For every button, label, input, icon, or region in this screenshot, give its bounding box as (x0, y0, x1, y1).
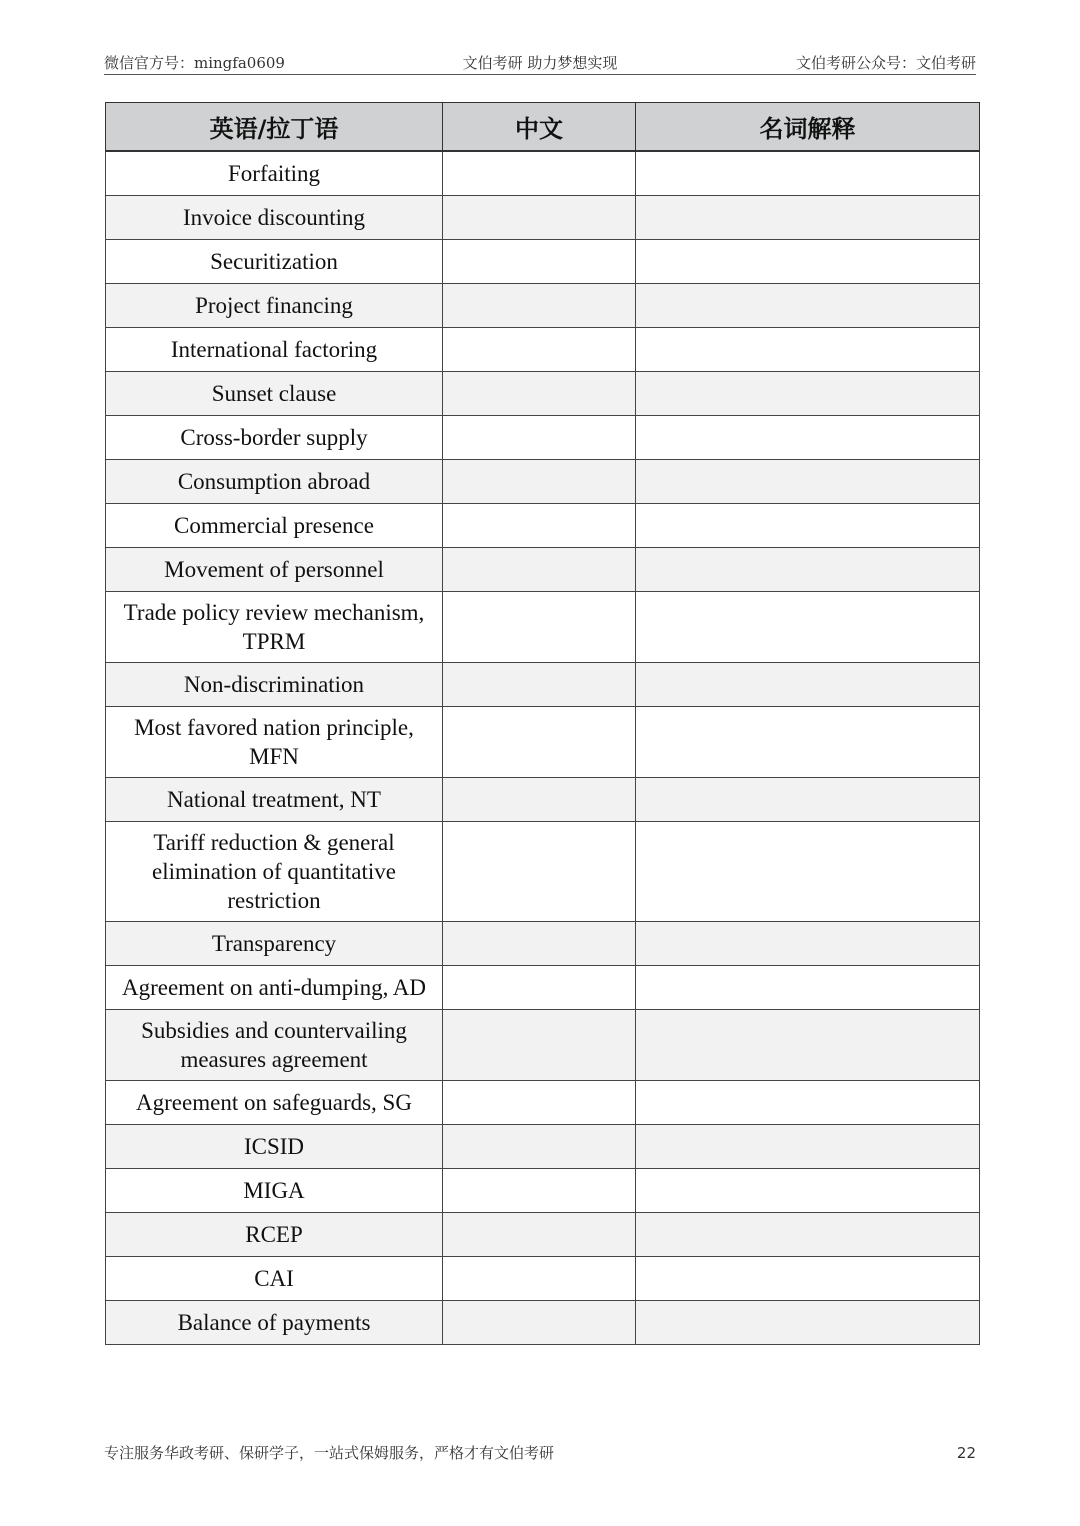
chinese-cell (443, 151, 636, 196)
definition-cell (636, 284, 980, 328)
term-cell: Balance of payments (106, 1301, 443, 1345)
term-cell: MIGA (106, 1169, 443, 1213)
table-row (106, 1010, 980, 1081)
term-cell: Movement of personnel (106, 548, 443, 592)
definition-cell (636, 966, 980, 1010)
table-row (106, 460, 980, 504)
definition-cell (636, 663, 980, 707)
definition-cell (636, 707, 980, 778)
table-row (106, 1257, 980, 1301)
table-row (106, 822, 980, 922)
chinese-cell (443, 1169, 636, 1213)
definition-cell (636, 328, 980, 372)
chinese-cell (443, 372, 636, 416)
chinese-cell (443, 1081, 636, 1125)
table-row (106, 1081, 980, 1125)
table-row (106, 707, 980, 778)
term-cell: Most favored nation principle, MFN (106, 707, 443, 778)
table-row (106, 663, 980, 707)
table-row (106, 151, 980, 196)
term-cell: Transparency (106, 922, 443, 966)
term-cell: Agreement on safeguards, SG (106, 1081, 443, 1125)
term-cell: Commercial presence (106, 504, 443, 548)
definition-cell (636, 592, 980, 663)
glossary-body (106, 151, 980, 1345)
definition-cell (636, 372, 980, 416)
table-row (106, 504, 980, 548)
chinese-cell (443, 240, 636, 284)
chinese-cell (443, 1125, 636, 1169)
chinese-cell (443, 196, 636, 240)
definition-cell (636, 1213, 980, 1257)
table-row (106, 1169, 980, 1213)
definition-cell (636, 151, 980, 196)
header-wechat-id: 微信官方号：mingfa0609 (104, 54, 285, 72)
term-cell: Subsidies and countervailing measures agreement (106, 1010, 443, 1081)
table-row (106, 1301, 980, 1345)
table-row (106, 240, 980, 284)
table-row (106, 966, 980, 1010)
table-row (106, 592, 980, 663)
table-row (106, 284, 980, 328)
term-cell: Sunset clause (106, 372, 443, 416)
term-cell: Agreement on anti-dumping, AD (106, 966, 443, 1010)
term-cell: ICSID (106, 1125, 443, 1169)
table-row (106, 922, 980, 966)
term-cell: Project financing (106, 284, 443, 328)
definition-cell (636, 548, 980, 592)
column-header-term: 英语/拉丁语 (106, 103, 443, 152)
term-cell: Cross-border supply (106, 416, 443, 460)
chinese-cell (443, 504, 636, 548)
definition-cell (636, 240, 980, 284)
definition-cell (636, 1257, 980, 1301)
header-slogan: 文伯考研 助力梦想实现 (462, 54, 618, 72)
term-cell: Securitization (106, 240, 443, 284)
term-cell: Non-discrimination (106, 663, 443, 707)
definition-cell (636, 416, 980, 460)
term-cell: International factoring (106, 328, 443, 372)
table-row (106, 372, 980, 416)
column-header-definition: 名词解释 (636, 103, 980, 152)
page-number: 22 (956, 1444, 976, 1462)
chinese-cell (443, 922, 636, 966)
footer-slogan: 专注服务华政考研、保研学子，一站式保姆服务，严格才有文伯考研 (104, 1444, 555, 1462)
table-row (106, 196, 980, 240)
table-row (106, 778, 980, 822)
definition-cell (636, 1010, 980, 1081)
column-header-chinese: 中文 (443, 103, 636, 152)
chinese-cell (443, 592, 636, 663)
term-cell: Consumption abroad (106, 460, 443, 504)
chinese-cell (443, 778, 636, 822)
table-header-row (106, 103, 980, 152)
definition-cell (636, 1125, 980, 1169)
definition-cell (636, 922, 980, 966)
chinese-cell (443, 1010, 636, 1081)
definition-cell (636, 196, 980, 240)
table-row (106, 416, 980, 460)
term-cell: Forfaiting (106, 151, 443, 196)
chinese-cell (443, 284, 636, 328)
chinese-cell (443, 822, 636, 922)
chinese-cell (443, 460, 636, 504)
term-cell: Trade policy review mechanism, TPRM (106, 592, 443, 663)
chinese-cell (443, 1301, 636, 1345)
table-row (106, 1213, 980, 1257)
definition-cell (636, 1169, 980, 1213)
term-cell: Tariff reduction & general elimination of quantitative restriction (106, 822, 443, 922)
definition-cell (636, 1301, 980, 1345)
definition-cell (636, 778, 980, 822)
glossary-table (105, 102, 980, 1345)
term-cell: RCEP (106, 1213, 443, 1257)
chinese-cell (443, 548, 636, 592)
table-row (106, 1125, 980, 1169)
chinese-cell (443, 966, 636, 1010)
definition-cell (636, 822, 980, 922)
chinese-cell (443, 1213, 636, 1257)
definition-cell (636, 504, 980, 548)
page-header (104, 50, 976, 75)
table-row (106, 548, 980, 592)
chinese-cell (443, 663, 636, 707)
table-row (106, 328, 980, 372)
chinese-cell (443, 328, 636, 372)
chinese-cell (443, 707, 636, 778)
term-cell: CAI (106, 1257, 443, 1301)
chinese-cell (443, 416, 636, 460)
definition-cell (636, 1081, 980, 1125)
definition-cell (636, 460, 980, 504)
header-public-account: 文伯考研公众号：文伯考研 (795, 54, 976, 72)
term-cell: Invoice discounting (106, 196, 443, 240)
chinese-cell (443, 1257, 636, 1301)
term-cell: National treatment, NT (106, 778, 443, 822)
